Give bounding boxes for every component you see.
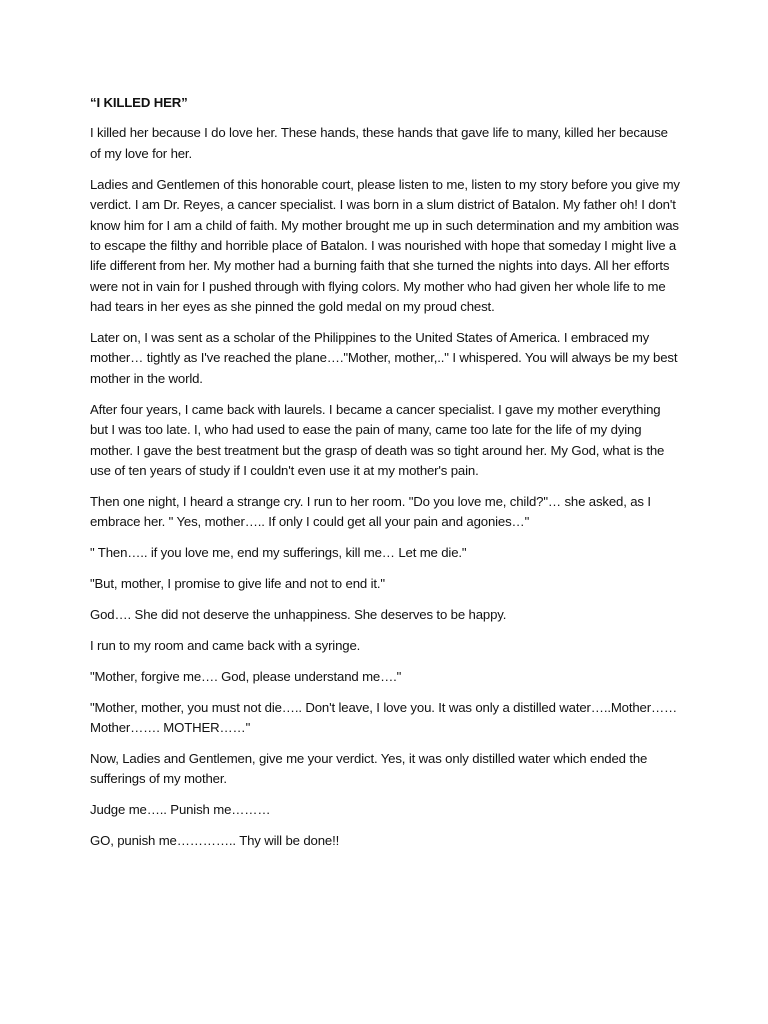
paragraph-4: After four years, I came back with laurels. I became a cancer specialist. I gave my mother everything but I was too late. I, who had used to ease the pain of many, came too late for the life of my dying mother. I gave the best treatment but the grasp of death was so tight around her. My God, what is the use of ten years of study if I couldn't even use it at my mother's pain. bbox=[90, 401, 665, 478]
paragraph-2: Ladies and Gentlemen of this honorable court, please listen to me, listen to my story before you give my verdict. I am Dr. Reyes, a cancer specialist. I was born in a slum district of Batalon. My father oh! I don't know him for I am a child of faith. My mother brought me up in such determination and my ambition was to escape the filthy and horrible place of Batalon. I was nourished with hope that someday I might live a life different from her. My mother had a burning faith that she turned the nights into days. All her efforts were not in vain for I pushed through with flying colors. My mother who had given her whole life to me had tears in her eyes as she pinned the gold medal on my proud chest. bbox=[90, 176, 680, 315]
paragraph-6: " Then….. if you love me, end my sufferings, kill me… Let me die." bbox=[90, 545, 467, 561]
paragraph-1: I killed her because I do love her. These hands, these hands that gave life to many, killed her because of my love for her. bbox=[90, 125, 668, 161]
paragraph-3: Later on, I was sent as a scholar of the Philippines to the United States of America. I embraced my mother… tightly as I've reached the plane…."Mother, mother,.." I whispered. You will always be my best mother in the world. bbox=[90, 330, 678, 386]
paragraph-14: GO, punish me………….. Thy will be done!! bbox=[90, 833, 340, 849]
paragraph-5: Then one night, I heard a strange cry. I run to her room. "Do you love me, child?"… she asked, as I embrace her. " Yes, mother….. If only I could get all your pain and agonies…" bbox=[90, 493, 651, 530]
paragraph-10: "Mother, forgive me…. God, please understand me…." bbox=[90, 668, 402, 684]
paragraph-13: Judge me….. Punish me……… bbox=[90, 802, 271, 818]
paragraph-12: Now, Ladies and Gentlemen, give me your verdict. Yes, it was only distilled water which ended the sufferings of my mother. bbox=[90, 751, 648, 787]
document-title: “I KILLED HER” bbox=[90, 95, 188, 110]
paragraph-11: "Mother, mother, you must not die….. Don't leave, I love you. It was only a distilled water…..Mother…… Mother……. MOTHER……" bbox=[90, 699, 678, 736]
paragraph-9: I run to my room and came back with a syringe. bbox=[90, 637, 361, 653]
document-page bbox=[90, 93, 680, 862]
paragraph-8: God…. She did not deserve the unhappiness. She deserves to be happy. bbox=[90, 607, 507, 623]
paragraph-7: "But, mother, I promise to give life and not to end it." bbox=[90, 576, 385, 592]
